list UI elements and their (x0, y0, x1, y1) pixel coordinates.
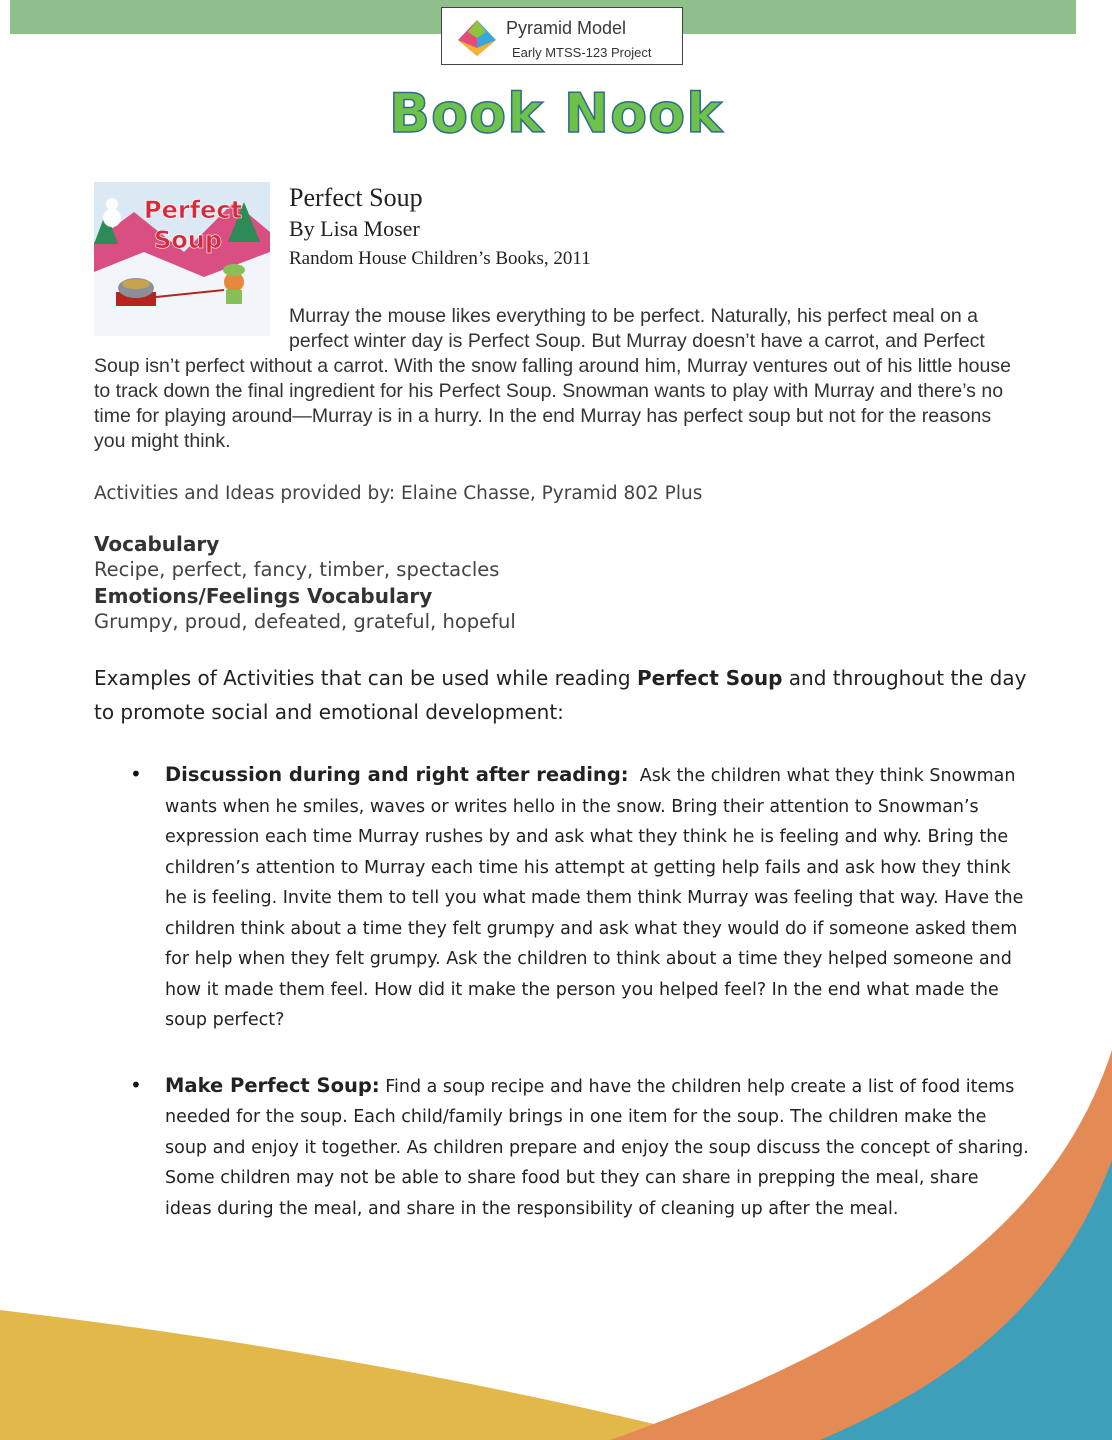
book-summary-block (94, 304, 1019, 454)
book-summary: Murray the mouse likes everything to be perfect. Naturally, his perfect meal on a perfect winter day is Perfect Soup. But Murray doesn’t have a carrot, and Perfect Soup isn’t perfect without a carrot. With the snow falling around him, Murray ventures out of his little house to track down the final ingredient for his Perfect Soup. Snowman wants to play with Murray and there’s no time for playing around—Murray is in a hurry. In the end Murray has perfect soup but not for the reasons you might think. (94, 305, 1011, 452)
bullet-icon: • (130, 1072, 142, 1097)
activity-heading: Make Perfect Soup: (165, 1073, 380, 1097)
vocabulary-words: Recipe, perfect, fancy, timber, spectacles (94, 558, 500, 581)
book-author: By Lisa Moser (289, 216, 420, 241)
book-publisher: Random House Children’s Books, 2011 (289, 248, 591, 269)
pyramid-model-logo (441, 7, 683, 65)
activity-text (165, 760, 1030, 1036)
intro-text-after: and throughout the day to promote social and emotional development: (94, 666, 1027, 724)
cover-title-line2: Soup (154, 226, 223, 254)
list-item (130, 1071, 1030, 1225)
cover-title-line1: Perfect (144, 196, 243, 224)
logo-subtitle: Early MTSS-123 Project (512, 45, 652, 60)
activities-list (130, 760, 1030, 1259)
provided-by: Activities and Ideas provided by: Elaine Chasse, Pyramid 802 Plus (94, 483, 703, 504)
gold-wave (0, 1310, 720, 1440)
activities-intro (94, 661, 1034, 729)
bullet-icon: • (130, 762, 142, 786)
vocabulary-heading: Vocabulary (94, 532, 220, 556)
pyramid-icon (456, 18, 498, 58)
emotions-vocabulary-heading: Emotions/Feelings Vocabulary (94, 584, 433, 608)
vocabulary-section (94, 531, 516, 635)
activity-body: Find a soup recipe and have the children help create a list of food items needed for the soup. Each child/family brings in one item for the soup. The children make the soup and enjoy it together. As children prepare and enjoy the soup discuss the concept of sharing. Some children may not be able to share food but they can share in prepping the meal, share ideas during the meal, and share in the responsibility of cleaning up after the meal. (165, 1076, 1029, 1219)
book-title: Perfect Soup (289, 183, 423, 212)
page-title: Book Nook (388, 82, 724, 145)
intro-text-before: Examples of Activities that can be used while reading (94, 666, 637, 690)
book-info (289, 182, 591, 274)
logo-title: Pyramid Model (506, 18, 627, 38)
intro-book-title: Perfect Soup (636, 666, 783, 690)
activity-heading: Discussion during and right after reading: (165, 763, 629, 786)
list-item (130, 760, 1030, 1036)
activity-text (165, 1071, 1030, 1225)
activity-body: Ask the children what they think Snowman wants when he smiles, waves or writes hello in the snow. Bring their attention to Snowman’s expression each time Murray rushes by and ask what they think he is feeling and why. Bring the children’s attention to Murray each time his attempt at getting help fails and ask how they think he is feeling. Invite them to tell you what made them think Murray was feeling that way. Have the children think about a time they felt grumpy and ask what they would do if someone asked them for help when they felt grumpy. Ask the children to think about a time they helped someone and how it made them feel. How did it make the person you helped feel? In the end what made the soup perfect? (165, 766, 1024, 1030)
emotions-vocabulary-words: Grumpy, proud, defeated, grateful, hopeful (94, 610, 516, 633)
